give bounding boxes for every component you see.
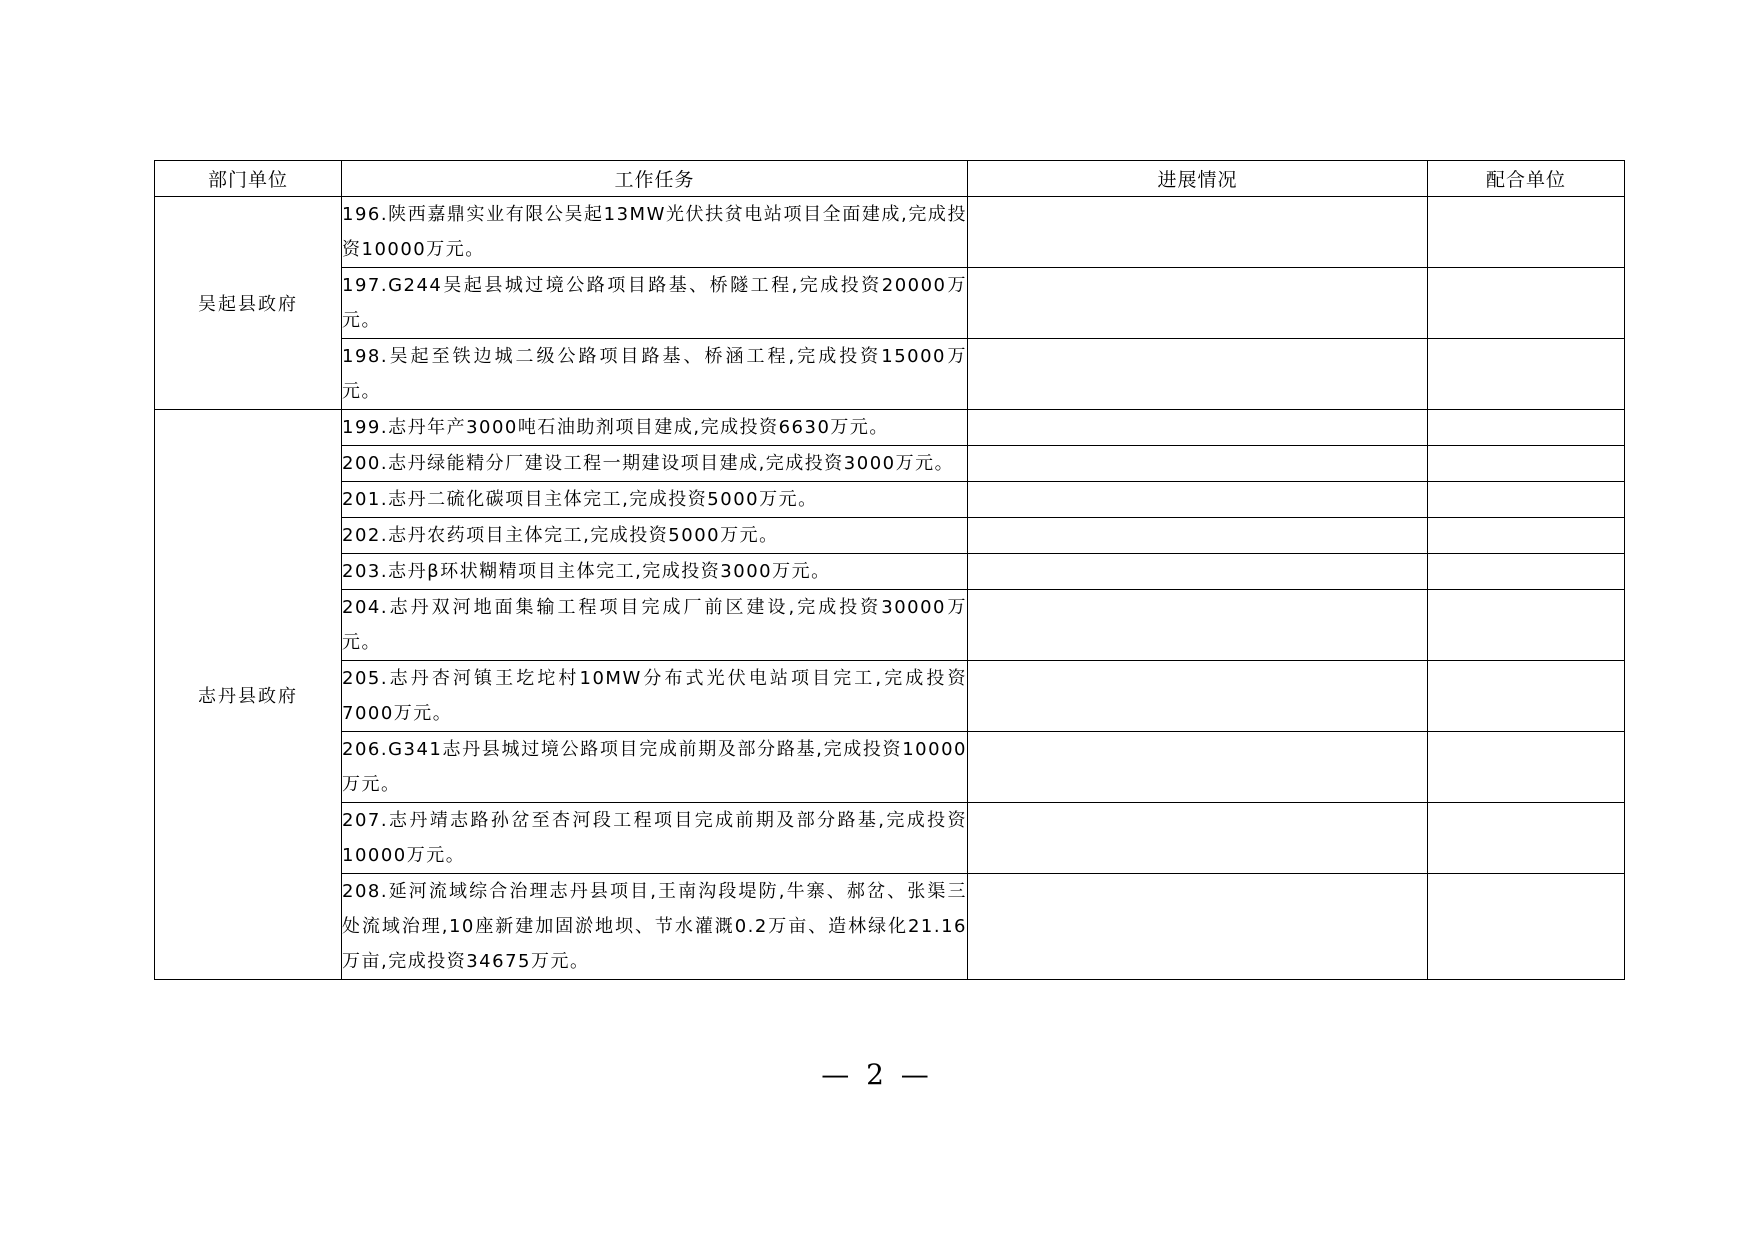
partner-cell (1428, 874, 1625, 980)
department-cell: 志丹县政府 (155, 410, 342, 980)
table-row (155, 803, 1625, 874)
progress-cell (968, 197, 1428, 268)
table-row (155, 518, 1625, 554)
department-cell: 吴起县政府 (155, 197, 342, 410)
progress-cell (968, 482, 1428, 518)
partner-cell (1428, 197, 1625, 268)
page-number: — 2 — (821, 1058, 933, 1091)
partner-cell (1428, 732, 1625, 803)
partner-cell (1428, 410, 1625, 446)
header-partner: 配合单位 (1428, 161, 1625, 197)
task-cell: 201.志丹二硫化碳项目主体完工,完成投资5000万元。 (342, 482, 968, 518)
table-row (155, 482, 1625, 518)
partner-cell (1428, 803, 1625, 874)
partner-cell (1428, 554, 1625, 590)
table-row (155, 339, 1625, 410)
partner-cell (1428, 518, 1625, 554)
partner-cell (1428, 446, 1625, 482)
partner-cell (1428, 339, 1625, 410)
partner-cell (1428, 268, 1625, 339)
header-progress: 进展情况 (968, 161, 1428, 197)
table-row (155, 661, 1625, 732)
task-cell: 197.G244吴起县城过境公路项目路基、桥隧工程,完成投资20000万元。 (342, 268, 968, 339)
table-row (155, 268, 1625, 339)
table-row (155, 446, 1625, 482)
task-cell: 202.志丹农药项目主体完工,完成投资5000万元。 (342, 518, 968, 554)
task-table (154, 160, 1625, 980)
progress-cell (968, 339, 1428, 410)
task-cell: 208.延河流域综合治理志丹县项目,王南沟段堤防,牛寨、郝岔、张渠三处流域治理,10座新建加固淤地坝、节水灌溉0.2万亩、造林绿化21.16万亩,完成投资34675万元。 (342, 874, 968, 980)
header-department: 部门单位 (155, 161, 342, 197)
task-table-container (154, 160, 1624, 980)
progress-cell (968, 410, 1428, 446)
progress-cell (968, 732, 1428, 803)
progress-cell (968, 446, 1428, 482)
task-cell: 205.志丹杏河镇王圪坨村10MW分布式光伏电站项目完工,完成投资7000万元。 (342, 661, 968, 732)
table-row (155, 410, 1625, 446)
progress-cell (968, 590, 1428, 661)
progress-cell (968, 268, 1428, 339)
task-cell: 199.志丹年产3000吨石油助剂项目建成,完成投资6630万元。 (342, 410, 968, 446)
header-task: 工作任务 (342, 161, 968, 197)
header-row (155, 161, 1625, 197)
partner-cell (1428, 661, 1625, 732)
table-row (155, 197, 1625, 268)
progress-cell (968, 554, 1428, 590)
task-cell: 207.志丹靖志路孙岔至杏河段工程项目完成前期及部分路基,完成投资10000万元。 (342, 803, 968, 874)
progress-cell (968, 874, 1428, 980)
table-row (155, 874, 1625, 980)
table-row (155, 590, 1625, 661)
task-cell: 198.吴起至铁边城二级公路项目路基、桥涵工程,完成投资15000万元。 (342, 339, 968, 410)
task-cell: 204.志丹双河地面集输工程项目完成厂前区建设,完成投资30000万元。 (342, 590, 968, 661)
progress-cell (968, 661, 1428, 732)
task-cell: 200.志丹绿能精分厂建设工程一期建设项目建成,完成投资3000万元。 (342, 446, 968, 482)
table-row (155, 732, 1625, 803)
task-cell: 203.志丹β环状糊精项目主体完工,完成投资3000万元。 (342, 554, 968, 590)
partner-cell (1428, 482, 1625, 518)
task-cell: 196.陕西嘉鼎实业有限公吴起13MW光伏扶贫电站项目全面建成,完成投资10000万元。 (342, 197, 968, 268)
progress-cell (968, 518, 1428, 554)
progress-cell (968, 803, 1428, 874)
task-cell: 206.G341志丹县城过境公路项目完成前期及部分路基,完成投资10000万元。 (342, 732, 968, 803)
partner-cell (1428, 590, 1625, 661)
table-row (155, 554, 1625, 590)
